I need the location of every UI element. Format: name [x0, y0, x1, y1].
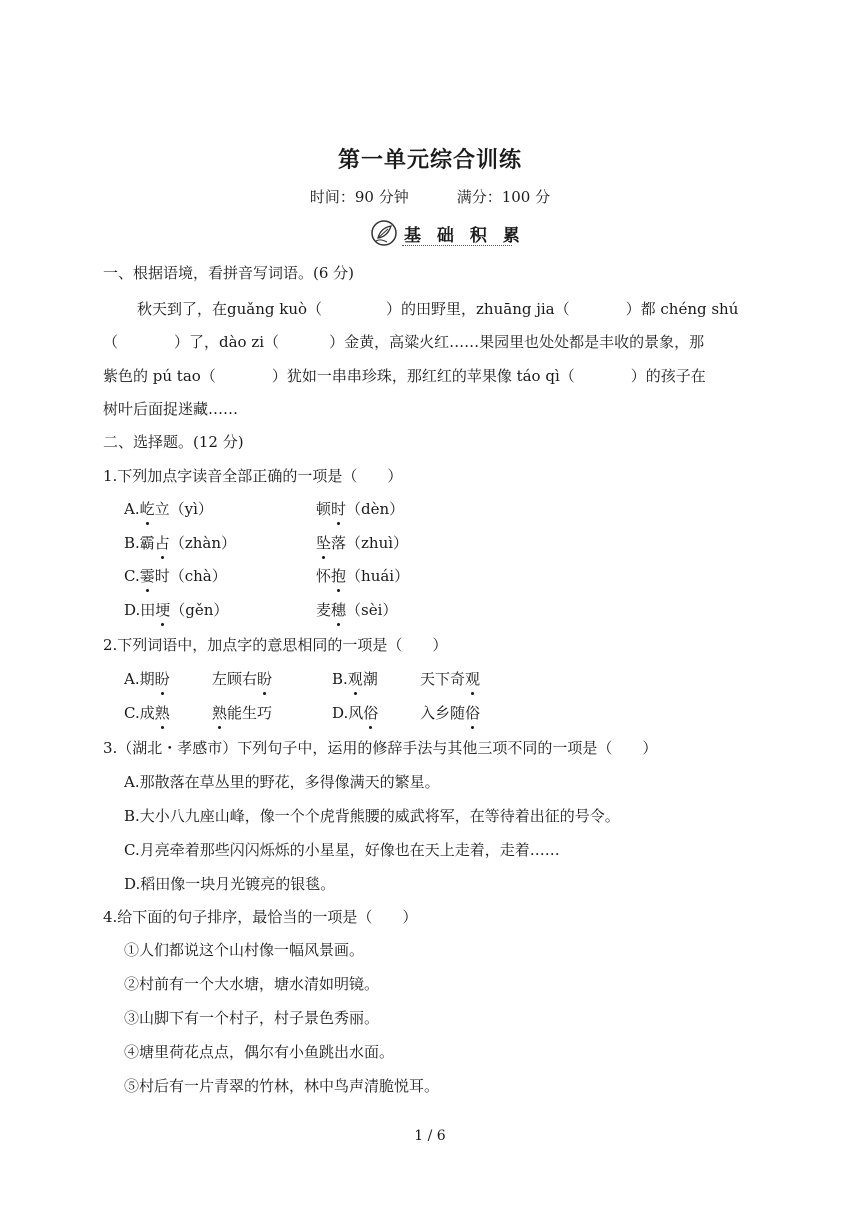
- q2-1-option-b: B.霸占（zhàn）: [124, 534, 236, 552]
- q2-1-option-d: D.田埂（gěn）: [124, 601, 229, 619]
- q2-1-option-d2: 麦穗（sèi）: [316, 601, 398, 619]
- badge-underline: [402, 245, 512, 246]
- time-limit: 时间：90 分钟: [309, 188, 409, 206]
- page-title: 第一单元综合训练: [337, 147, 522, 173]
- full-score: 满分：100 分: [456, 188, 551, 206]
- q1-line-3: 紫色的 pú tao（ ）犹如一串串珍珠，那红红的苹果像 táo qì（ ）的孩子在: [103, 367, 706, 385]
- q2-3-option-d: D.稻田像一块月光镀亮的银毯。: [124, 875, 336, 893]
- q2-1-option-a: A.屹立（yì）: [124, 500, 213, 518]
- q2-3-option-a: A.那散落在草丛里的野花，多得像满天的繁星。: [124, 773, 440, 791]
- q1-line-4: 树叶后面捉迷藏……: [103, 400, 239, 418]
- q2-2-option-a2: 左顾右盼: [212, 670, 273, 688]
- q1-heading: 一、根据语境，看拼音写词语。(6 分): [103, 264, 355, 282]
- q2-3-stem: 3.（湖北・孝感市）下列句子中，运用的修辞手法与其他三项不同的一项是（ ）: [103, 739, 658, 757]
- q2-4-sentence-3: ③山脚下有一个村子，村子景色秀丽。: [124, 1009, 380, 1027]
- q2-1-option-c2: 怀抱（huái）: [316, 567, 410, 585]
- q2-3-option-c: C.月亮牵着那些闪闪烁烁的小星星，好像也在天上走着，走着……: [124, 841, 560, 859]
- section-badge-label: 基 础 积 累: [404, 226, 525, 246]
- q2-2-option-b: B.观潮: [332, 670, 378, 688]
- leaf-emblem-icon: [370, 219, 398, 247]
- q2-4-sentence-5: ⑤村后有一片青翠的竹林，林中鸟声清脆悦耳。: [124, 1077, 440, 1095]
- exam-meta: [0, 186, 860, 207]
- q2-3-option-b: B.大小八九座山峰，像一个个虎背熊腰的威武将军，在等待着出征的号令。: [124, 807, 620, 825]
- q2-4-sentence-1: ①人们都说这个山村像一幅风景画。: [124, 941, 365, 959]
- q2-2-option-d2: 入乡随俗: [420, 704, 481, 722]
- q2-4-stem: 4.给下面的句子排序，最恰当的一项是（ ）: [103, 908, 418, 926]
- q2-1-stem: 1.下列加点字读音全部正确的一项是（ ）: [103, 467, 403, 485]
- q2-2-stem: 2.下列词语中，加点字的意思相同的一项是（ ）: [103, 636, 448, 654]
- page-number: 1 / 6: [414, 1128, 446, 1144]
- q2-1-option-a2: 顿时（dèn）: [316, 500, 405, 518]
- q2-2-option-d: D.风俗: [332, 704, 379, 722]
- q2-1-option-c: C.霎时（chà）: [124, 567, 227, 585]
- q2-2-option-c: C.成熟: [124, 704, 170, 722]
- q1-line-1: 秋天到了，在guǎng kuò（ ）的田野里，zhuāng jia（ ）都 chéng shú: [137, 300, 739, 318]
- q2-2-option-c2: 熟能生巧: [212, 704, 273, 722]
- q2-4-sentence-2: ②村前有一个大水塘，塘水清如明镜。: [124, 975, 380, 993]
- q2-2-option-a: A.期盼: [124, 670, 170, 688]
- q1-line-2: （ ）了，dào zi（ ）金黄，高粱火红……果园里也处处都是丰收的景象，那: [103, 333, 705, 351]
- q2-2-option-b2: 天下奇观: [420, 670, 481, 688]
- q2-4-sentence-4: ④塘里荷花点点，偶尔有小鱼跳出水面。: [124, 1043, 395, 1061]
- q2-heading: 二、选择题。(12 分): [103, 433, 244, 451]
- q2-1-option-b2: 坠落（zhuì）: [316, 534, 409, 552]
